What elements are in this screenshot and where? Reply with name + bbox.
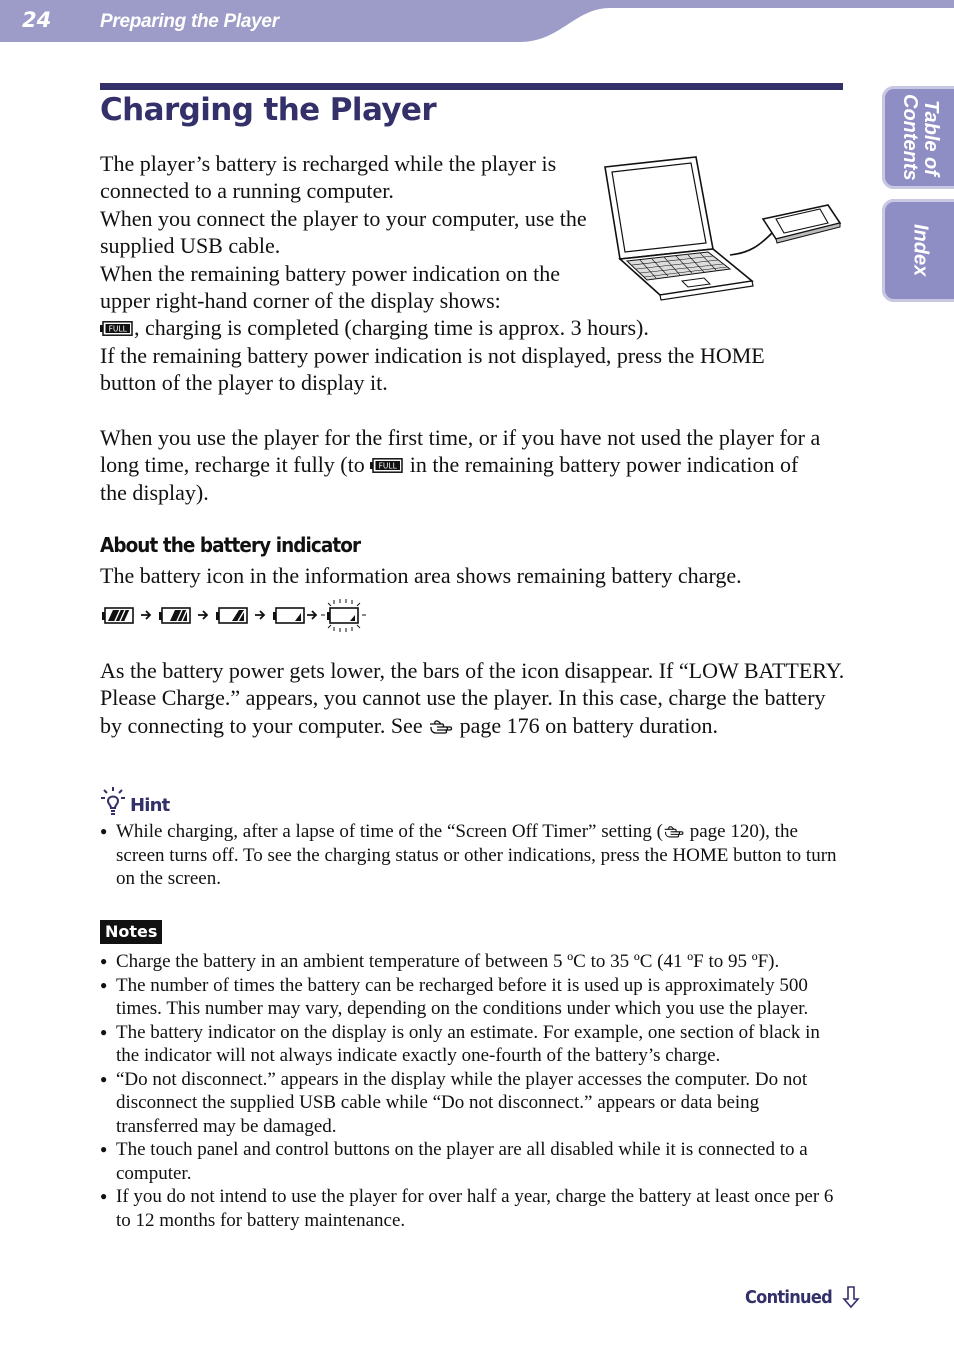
arrow-right-icon xyxy=(255,611,264,619)
hint-header xyxy=(100,786,169,816)
battery-lower-after: page 176 on battery duration. xyxy=(459,712,719,738)
first-use-after: in the remaining battery power indication of the display). xyxy=(100,452,799,505)
note-item: ● “Do not disconnect.” appears in the display while the player accesses the computer. Do not disconnect the supplied USB cable while “Do not disconnect.” appears or data being transferred may be damaged. xyxy=(100,1068,845,1139)
pointing-hand-icon xyxy=(663,824,685,838)
battery-1-bar-icon xyxy=(273,608,304,623)
pointing-hand-icon xyxy=(428,718,454,734)
battery-full-text: FULL xyxy=(108,325,127,335)
intro-line-5: If the remaining battery power indication is not displayed, press the HOME button of the player to display it. xyxy=(100,342,765,396)
hint-item-before: While charging, after a lapse of time of the “Screen Off Timer” setting ( xyxy=(116,821,663,842)
tab-index-label: Index xyxy=(909,224,932,277)
note-item: ● If you do not intend to use the player for over half a year, charge the battery at least once per 6 to 12 months for battery maintenance. xyxy=(100,1185,845,1232)
hint-list xyxy=(100,820,845,891)
first-use-before: When you use the player for the first time, or if you have not used the player for a long time, recharge it fully (to xyxy=(100,425,821,478)
battery-empty-flashing-icon xyxy=(321,599,366,632)
intro-line-4 xyxy=(100,314,820,341)
continued-link[interactable] xyxy=(745,1285,860,1309)
battery-3-bars-icon xyxy=(159,608,190,623)
battery-full-text: FULL xyxy=(378,462,398,472)
intro-line-1: The player’s battery is recharged while the player is connected to a running computer. xyxy=(100,151,557,204)
battery-2-bars-icon xyxy=(216,608,247,623)
intro-line-2: When you connect the player to your computer, use the supplied USB cable. xyxy=(100,205,587,259)
page-title: Charging the Player xyxy=(100,92,437,128)
note-item: ● Charge the battery in an ambient temperature of between 5 ºC to 35 ºC (41 ºF to 95 ºF). xyxy=(100,950,845,974)
page-header xyxy=(0,0,954,42)
lightbulb-icon xyxy=(100,786,128,816)
first-use-paragraph xyxy=(100,424,830,506)
battery-lower-before: As the battery power gets lower, the bars of the icon disappear. If “LOW BATTERY. Please Charge.” appears, you cannot use the player. In this case, charge the battery by connecting to your computer. See xyxy=(100,658,845,738)
title-rule xyxy=(100,83,843,90)
continued-label: Continued xyxy=(745,1286,833,1308)
battery-4-bars-icon xyxy=(102,608,133,623)
running-title: Preparing the Player xyxy=(100,11,279,32)
note-item: ● The touch panel and control buttons on the player are all disabled while it is connected to a computer. xyxy=(100,1138,845,1185)
hint-item-after: page 120), the screen turns off. To see the charging status or other indications, press the HOME button to turn on the screen. xyxy=(116,821,837,889)
notes-label: Notes xyxy=(100,920,162,944)
arrow-right-icon xyxy=(141,611,150,619)
battery-full-icon xyxy=(100,321,133,336)
battery-level-sequence xyxy=(100,598,375,636)
intro-text xyxy=(100,150,820,397)
arrow-down-icon xyxy=(842,1285,860,1309)
tab-index[interactable] xyxy=(882,199,954,302)
page-number: 24 xyxy=(22,8,52,32)
arrow-right-icon xyxy=(198,611,207,619)
tab-table-of-contents[interactable] xyxy=(882,86,954,189)
hint-item xyxy=(100,820,845,891)
note-item: ● The number of times the battery can be recharged before it is used up is approximately 500 times. This number may vary, depending on the conditions under which you use the player. xyxy=(100,974,845,1021)
battery-indicator-description: The battery icon in the information area shows remaining battery charge. xyxy=(100,563,742,588)
battery-lower-paragraph xyxy=(100,657,845,739)
hint-label: Hint xyxy=(130,795,170,816)
tab-toc-label: Table of Contents xyxy=(899,94,942,181)
note-item: ● The battery indicator on the display is only an estimate. For example, one section of black in the indicator will not always indicate exactly one-fourth of the battery’s charge. xyxy=(100,1021,845,1068)
arrow-right-icon xyxy=(307,611,316,619)
battery-indicator-heading: About the battery indicator xyxy=(100,533,361,557)
notes-list xyxy=(100,950,845,1232)
intro-line-4-text: , charging is completed (charging time is approx. 3 hours). xyxy=(134,315,649,341)
intro-line-3: When the remaining battery power indication on the upper right-hand corner of the display shows: xyxy=(100,260,561,314)
battery-full-icon xyxy=(370,458,403,473)
